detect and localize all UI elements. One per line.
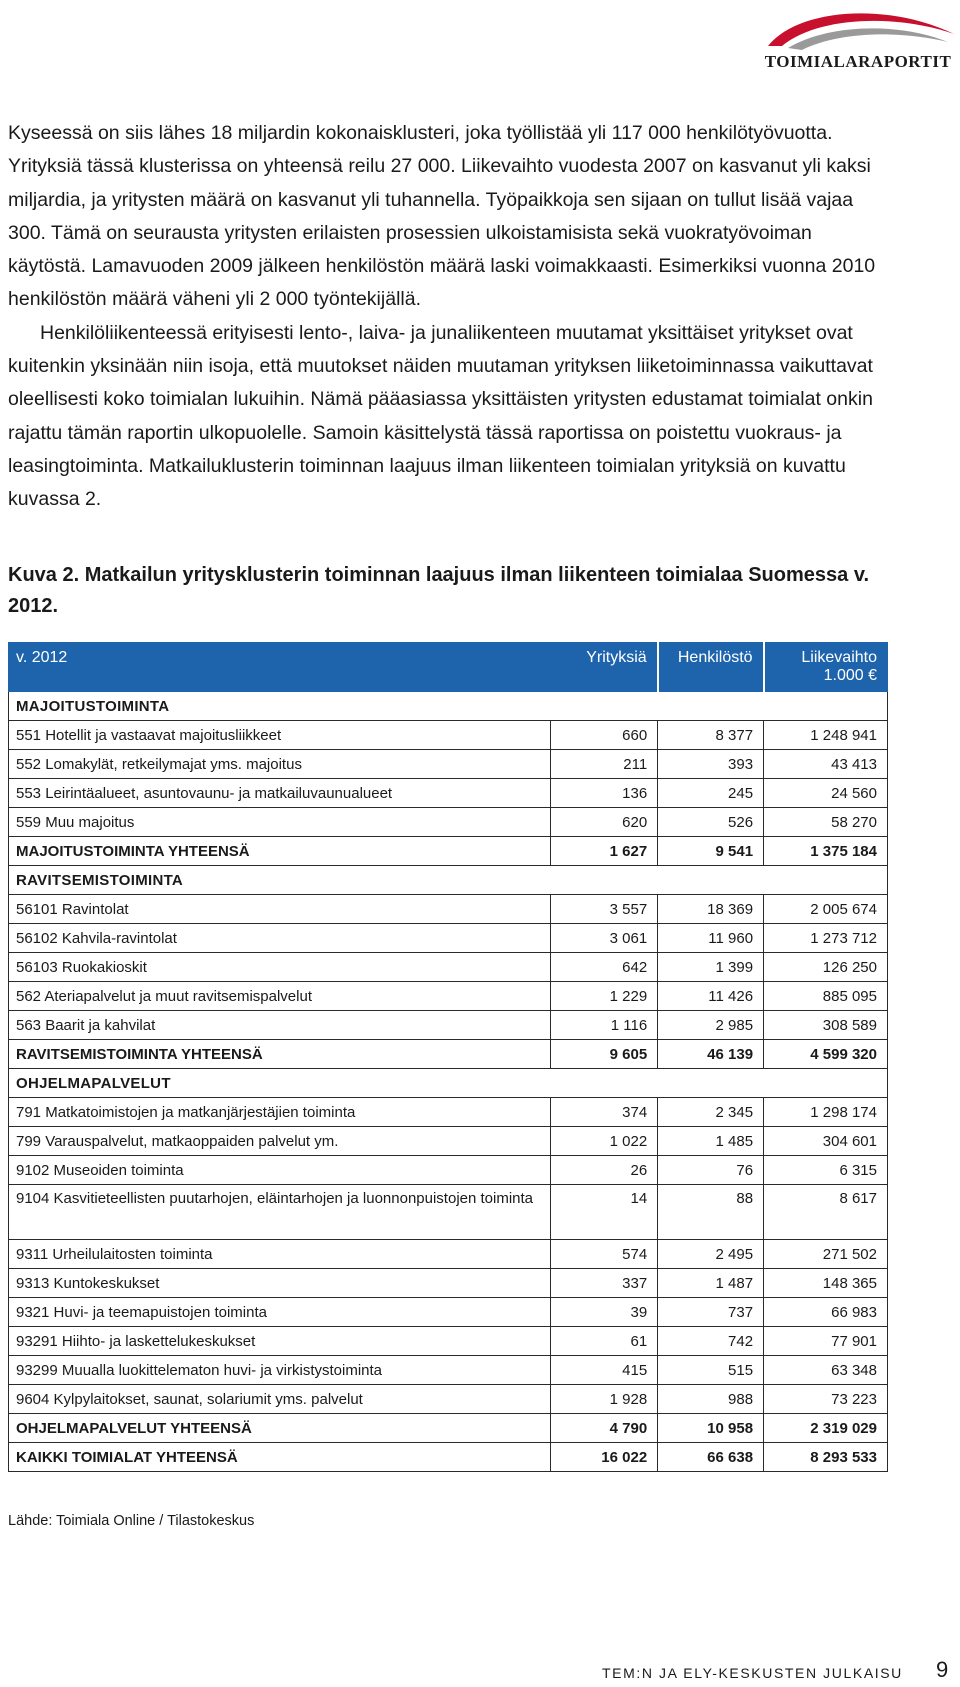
cell-turnover: 2 319 029 — [764, 1414, 888, 1443]
row-label: 552 Lomakylät, retkeilymajat yms. majoitus — [9, 750, 551, 779]
table-row — [9, 750, 888, 779]
row-label: 559 Muu majoitus — [9, 808, 551, 837]
cell-companies: 620 — [551, 808, 658, 837]
cell-companies: 1 022 — [551, 1127, 658, 1156]
cell-turnover: 63 348 — [764, 1356, 888, 1385]
table-row — [9, 1385, 888, 1414]
table-row — [9, 1356, 888, 1385]
cell-turnover: 73 223 — [764, 1385, 888, 1414]
table-row — [9, 953, 888, 982]
cell-companies: 1 627 — [551, 837, 658, 866]
row-label: 9311 Urheilulaitosten toiminta — [9, 1240, 551, 1269]
cell-turnover: 4 599 320 — [764, 1040, 888, 1069]
cell-companies: 1 229 — [551, 982, 658, 1011]
row-label: 9321 Huvi- ja teemapuistojen toiminta — [9, 1298, 551, 1327]
row-label: 553 Leirintäalueet, asuntovaunu- ja matkailuvaunualueet — [9, 779, 551, 808]
page-number: 9 — [936, 1657, 949, 1682]
row-label: 9313 Kuntokeskukset — [9, 1269, 551, 1298]
cell-companies: 4 790 — [551, 1414, 658, 1443]
cell-companies: 9 605 — [551, 1040, 658, 1069]
table-row — [9, 1098, 888, 1127]
cell-turnover: 58 270 — [764, 808, 888, 837]
row-label: 93299 Muualla luokittelematon huvi- ja virkistystoiminta — [9, 1356, 551, 1385]
cell-turnover: 148 365 — [764, 1269, 888, 1298]
cell-turnover: 2 005 674 — [764, 895, 888, 924]
section-row — [9, 692, 888, 721]
cell-personnel: 9 541 — [658, 837, 764, 866]
table-header-row — [9, 643, 888, 692]
tourism-cluster-table — [8, 642, 888, 1472]
source-note: Lähde: Toimiala Online / Tilastokeskus — [8, 1513, 255, 1529]
cell-personnel: 18 369 — [658, 895, 764, 924]
cell-turnover: 126 250 — [764, 953, 888, 982]
section-row — [9, 1069, 888, 1098]
row-label: 9102 Museoiden toiminta — [9, 1156, 551, 1185]
cell-companies: 136 — [551, 779, 658, 808]
table-row — [9, 779, 888, 808]
row-label: 791 Matkatoimistojen ja matkanjärjestäjien toiminta — [9, 1098, 551, 1127]
total-row — [9, 1414, 888, 1443]
row-label: RAVITSEMISTOIMINTA YHTEENSÄ — [9, 1040, 551, 1069]
cell-turnover: 1 273 712 — [764, 924, 888, 953]
table-row — [9, 1185, 888, 1240]
table-row — [9, 1298, 888, 1327]
row-label: 799 Varauspalvelut, matkaoppaiden palvelut ym. — [9, 1127, 551, 1156]
total-row — [9, 1040, 888, 1069]
row-label: OHJELMAPALVELUT — [9, 1069, 888, 1098]
cell-companies: 211 — [551, 750, 658, 779]
row-label: 93291 Hiihto- ja laskettelukeskukset — [9, 1327, 551, 1356]
cell-personnel: 742 — [658, 1327, 764, 1356]
cell-turnover: 885 095 — [764, 982, 888, 1011]
cell-personnel: 10 958 — [658, 1414, 764, 1443]
total-row — [9, 1443, 888, 1472]
body-text — [8, 117, 888, 517]
cell-personnel: 1 399 — [658, 953, 764, 982]
figure-caption: Kuva 2. Matkailun yritysklusterin toiminnan laajuus ilman liikenteen toimialaa Suomessa v. 2012. — [8, 564, 870, 617]
cell-turnover: 24 560 — [764, 779, 888, 808]
cell-personnel: 46 139 — [658, 1040, 764, 1069]
table-row — [9, 808, 888, 837]
table-row — [9, 1269, 888, 1298]
cell-personnel: 8 377 — [658, 721, 764, 750]
cell-personnel: 11 960 — [658, 924, 764, 953]
cell-companies: 39 — [551, 1298, 658, 1327]
cell-companies: 574 — [551, 1240, 658, 1269]
cell-companies: 337 — [551, 1269, 658, 1298]
header-year: v. 2012 — [9, 643, 551, 692]
cell-companies: 14 — [551, 1185, 658, 1240]
row-label: 9604 Kylpylaitokset, saunat, solariumit yms. palvelut — [9, 1385, 551, 1414]
cell-turnover: 308 589 — [764, 1011, 888, 1040]
cell-personnel: 11 426 — [658, 982, 764, 1011]
cell-companies: 1 116 — [551, 1011, 658, 1040]
table-row — [9, 924, 888, 953]
row-label: 562 Ateriapalvelut ja muut ravitsemispalvelut — [9, 982, 551, 1011]
cell-turnover: 1 298 174 — [764, 1098, 888, 1127]
cell-personnel: 526 — [658, 808, 764, 837]
cell-personnel: 1 487 — [658, 1269, 764, 1298]
logo-text: TOIMIALARAPORTIT — [764, 52, 952, 71]
cell-companies: 16 022 — [551, 1443, 658, 1472]
row-label: KAIKKI TOIMIALAT YHTEENSÄ — [9, 1443, 551, 1472]
cell-companies: 26 — [551, 1156, 658, 1185]
table-row — [9, 1327, 888, 1356]
row-label: OHJELMAPALVELUT YHTEENSÄ — [9, 1414, 551, 1443]
header-turnover — [764, 643, 888, 692]
toimialaraportit-logo — [758, 4, 958, 74]
cell-companies: 660 — [551, 721, 658, 750]
row-label: 9104 Kasvitieteellisten puutarhojen, eläintarhojen ja luonnonpuistojen toiminta — [9, 1185, 551, 1240]
cell-companies: 642 — [551, 953, 658, 982]
header-companies: Yrityksiä — [551, 643, 658, 692]
paragraph-1: Kyseessä on siis lähes 18 miljardin kokonaisklusteri, joka työllistää yli 117 000 henkilötyövuotta. Yrityksiä tässä klusterissa on yhteensä reilu 27 000. Liikevaihto vuodesta 2007 on kasvanut yli kaksi miljardia, ja yritysten määrä on kasvanut yli tuhannella. Työpaikkoja sen sijaan on tullut lisää vajaa 300. Tämä on seurausta yritysten erilaisten prosessien ulkoistamisista sekä vuokratyövoiman käytöstä. Lamavuoden 2009 jälkeen henkilöstön määrä laski voimakkaasti. Esimerkiksi vuonna 2010 henkilöstön määrä väheni yli 2 000 työntekijällä. — [8, 122, 876, 311]
cell-turnover: 271 502 — [764, 1240, 888, 1269]
table-row — [9, 1156, 888, 1185]
cell-personnel: 2 495 — [658, 1240, 764, 1269]
cell-companies: 374 — [551, 1098, 658, 1127]
header-turnover-line1: Liikevaihto — [801, 649, 877, 666]
cell-turnover: 66 983 — [764, 1298, 888, 1327]
table-row — [9, 895, 888, 924]
table-row — [9, 1127, 888, 1156]
row-label: 56103 Ruokakioskit — [9, 953, 551, 982]
row-label: 563 Baarit ja kahvilat — [9, 1011, 551, 1040]
cell-companies: 3 061 — [551, 924, 658, 953]
cell-personnel: 1 485 — [658, 1127, 764, 1156]
logo-swoosh-icon — [758, 4, 958, 54]
cell-personnel: 737 — [658, 1298, 764, 1327]
cell-personnel: 2 985 — [658, 1011, 764, 1040]
cell-personnel: 988 — [658, 1385, 764, 1414]
header-personnel: Henkilöstö — [658, 643, 764, 692]
row-label: MAJOITUSTOIMINTA — [9, 692, 888, 721]
cell-companies: 61 — [551, 1327, 658, 1356]
cell-companies: 415 — [551, 1356, 658, 1385]
cell-companies: 3 557 — [551, 895, 658, 924]
cell-turnover: 8 293 533 — [764, 1443, 888, 1472]
table-row — [9, 1240, 888, 1269]
cell-turnover: 1 375 184 — [764, 837, 888, 866]
paragraph-2: Henkilöliikenteessä erityisesti lento-, laiva- ja junaliikenteen muutamat yksittäiset yritykset ovat kuitenkin yksinään niin isoja, että muutokset näiden muutaman yrityksen liiketoiminnassa vaikuttavat oleellisesti koko toimialan lukuihin. Nämä pääasiassa yksittäisten yritysten edustamat toimialat onkin rajattu tämän raportin ulkopuolelle. Samoin käsittelystä tässä raportissa on poistettu vuokraus- ja leasingtoiminta. Matkailuklusterin toiminnan laajuus ilman liikenteen toimialan yrityksiä on kuvattu kuvassa 2. — [8, 321, 873, 511]
cell-personnel: 393 — [658, 750, 764, 779]
table-row — [9, 1011, 888, 1040]
row-label: RAVITSEMISTOIMINTA — [9, 866, 888, 895]
row-label: 56101 Ravintolat — [9, 895, 551, 924]
table-row — [9, 721, 888, 750]
table-body — [9, 692, 888, 1472]
cell-personnel: 66 638 — [658, 1443, 764, 1472]
cell-personnel: 88 — [658, 1185, 764, 1240]
cell-personnel: 76 — [658, 1156, 764, 1185]
footer-publication: TEM:N JA ELY-KESKUSTEN JULKAISU — [602, 1665, 903, 1681]
header-turnover-line2: 1.000 € — [823, 667, 877, 684]
cell-personnel: 245 — [658, 779, 764, 808]
row-label: MAJOITUSTOIMINTA YHTEENSÄ — [9, 837, 551, 866]
cell-turnover: 1 248 941 — [764, 721, 888, 750]
cell-turnover: 77 901 — [764, 1327, 888, 1356]
section-row — [9, 866, 888, 895]
cell-turnover: 8 617 — [764, 1185, 888, 1240]
cell-turnover: 43 413 — [764, 750, 888, 779]
cell-companies: 1 928 — [551, 1385, 658, 1414]
cell-personnel: 2 345 — [658, 1098, 764, 1127]
row-label: 56102 Kahvila-ravintolat — [9, 924, 551, 953]
table-row — [9, 982, 888, 1011]
cell-personnel: 515 — [658, 1356, 764, 1385]
row-label: 551 Hotellit ja vastaavat majoitusliikkeet — [9, 721, 551, 750]
cell-turnover: 304 601 — [764, 1127, 888, 1156]
total-row — [9, 837, 888, 866]
cell-turnover: 6 315 — [764, 1156, 888, 1185]
